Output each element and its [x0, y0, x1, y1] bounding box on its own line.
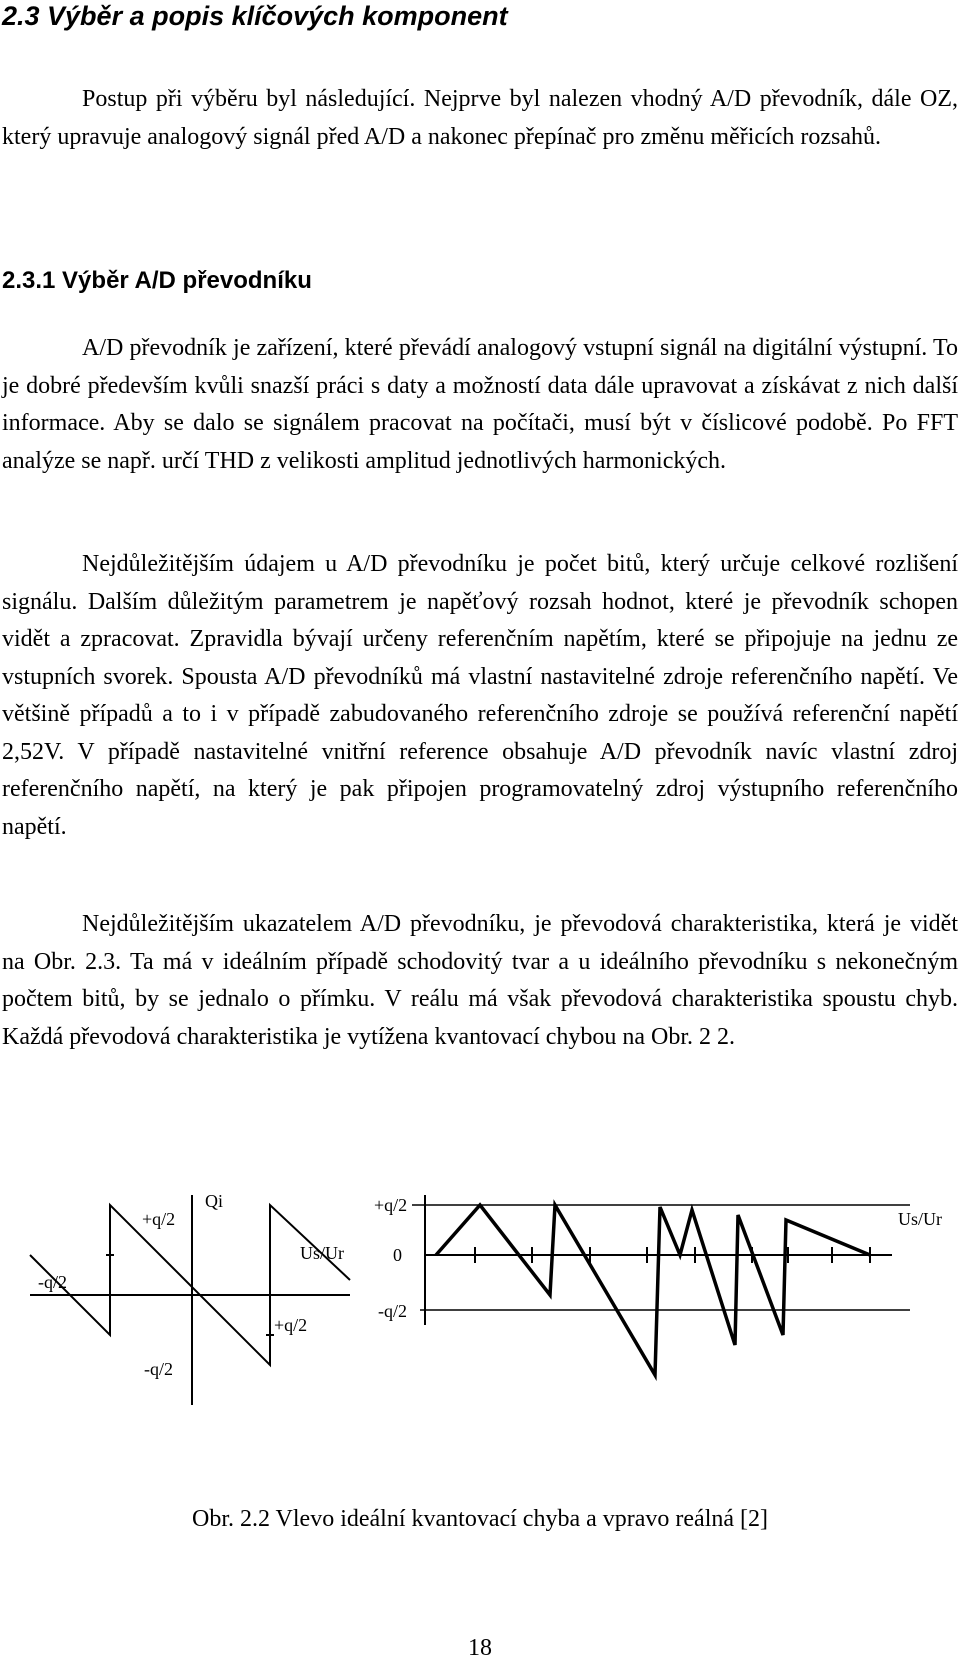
paragraph-1: A/D převodník je zařízení, které převádí analogový vstupní signál na digitální výstupní. To je dobré především kvůli snazší práci s daty a možností data dále upravovat a získávat z nich další informace. Aby se dalo se signálem pracovat na počítači, musí být v číslicové podobě. Po FFT analýze se např. určí THD z velikosti amplitud jednotlivých harmonických.: [2, 335, 958, 474]
figure-caption: Obr. 2.2 Vlevo ideální kvantovací chyba a vpravo reálná [2]: [191, 1506, 769, 1532]
left-label-top-plus: +q/2: [142, 1209, 176, 1229]
right-tick-zero: 0: [393, 1245, 402, 1265]
left-label-plus: +q/2: [274, 1315, 308, 1335]
left-y-axis-label: Qi: [205, 1195, 223, 1211]
intro-paragraph: Postup při výběru byl následující. Nejprve byl nalezen vhodný A/D převodník, dále OZ, který upravuje analogový signál před A/D a nakonec přepínač pro změnu měřicích rozsahů.: [2, 86, 958, 150]
page-number: 18: [468, 1635, 492, 1661]
paragraph-2: Nejdůležitějším údajem u A/D převodníku je počet bitů, který určuje celkové rozlišení signálu. Dalším důležitým parametrem je napěťový rozsah hodnot, které je převodník schopen vidět a zpracovat. Zpravidla bývají určeny referenčním napětím, které se připojuje na jednu ze vstupních svorek. Spousta A/D převodníků má vlastní nastavitelné zdroje referenčního napětí. Ve většině případů a to i v případě zabudovaného referenčního zdroje se používá referenční napětí 2,52V. V případě nastavitelné vnitřní reference obsahuje A/D převodník navíc vlastní zdroj referenčního napětí, na který je pak připojen programovatelný zdroj výstupního referenčního napětí.: [2, 551, 958, 840]
right-tick-bottom: -q/2: [378, 1301, 407, 1321]
left-label-bottom-minus: -q/2: [144, 1359, 173, 1379]
ideal-error-plot: [30, 1195, 350, 1405]
paragraph-3: Nejdůležitějším ukazatelem A/D převodníku, je převodová charakteristika, která je vidět na Obr. 2.3. Ta má v ideálním případě schodovitý tvar a u ideálního převodníku s nekonečným počtem bitů, by se jednalo o přímku. V reálu má však převodová charakteristika spoustu chyb. Každá převodová charakteristika je vytížena kvantovací chybou na Obr. 2 2.: [2, 911, 958, 1050]
section-title: 2.3 Výběr a popis klíčových komponent: [2, 1, 508, 31]
quantization-error-figure: [0, 1195, 960, 1475]
subsection-title: 2.3.1 Výběr A/D převodníku: [2, 267, 312, 294]
right-real-error-line: [436, 1205, 870, 1375]
left-label-minus: -q/2: [38, 1272, 67, 1292]
right-x-axis-label: Us/Ur: [898, 1209, 942, 1229]
right-tick-top: +q/2: [374, 1195, 408, 1215]
left-sawtooth-line: [30, 1205, 350, 1365]
real-error-plot: [412, 1195, 910, 1375]
left-x-axis-label: Us/Ur: [300, 1243, 344, 1263]
